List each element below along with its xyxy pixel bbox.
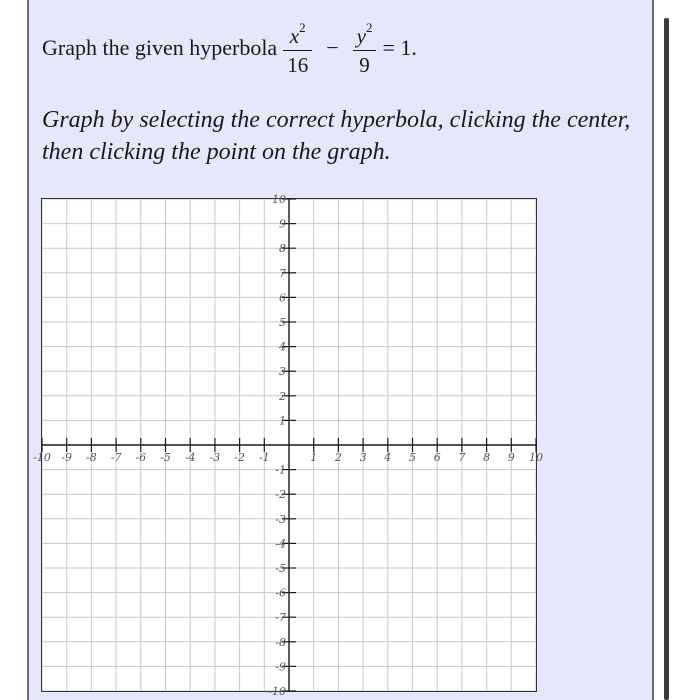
x-tick-label: 8 — [483, 451, 491, 464]
fraction-y-den: 9 — [359, 53, 370, 77]
x-tick-label: -1 — [258, 451, 270, 464]
prompt-text: Graph the given hyperbola — [42, 35, 278, 60]
x-tick-label: 10 — [529, 451, 543, 464]
fraction-y-var: y — [356, 24, 366, 48]
equation-rhs: = 1. — [382, 35, 417, 60]
question-prompt — [42, 18, 417, 78]
coordinate-grid[interactable] — [33, 193, 543, 698]
fraction-x — [283, 17, 312, 79]
x-tick-label: 4 — [384, 451, 392, 464]
y-tick-label: 7 — [279, 266, 286, 280]
minus-sign: − — [326, 35, 339, 60]
y-tick-label: 2 — [279, 389, 286, 403]
scrollbar[interactable] — [664, 18, 669, 700]
y-tick-label: 5 — [279, 316, 286, 329]
x-tick-label: -4 — [184, 451, 196, 464]
y-tick-label: -8 — [275, 635, 286, 649]
x-tick-label: 7 — [458, 451, 466, 464]
x-tick-label: 9 — [507, 451, 515, 464]
x-tick-label: 6 — [433, 451, 441, 464]
y-tick-label: -4 — [275, 537, 286, 551]
fraction-x-den: 16 — [287, 53, 309, 77]
x-tick-label: -2 — [234, 451, 245, 464]
fraction-x-var: x — [289, 24, 300, 48]
y-tick-label: 4 — [279, 340, 286, 354]
y-tick-label: -9 — [275, 660, 286, 674]
x-tick-label: -7 — [110, 451, 122, 464]
y-tick-label: -5 — [275, 562, 286, 575]
fraction-x-exp: 2 — [299, 20, 306, 35]
x-tick-label: 1 — [310, 451, 318, 464]
x-tick-label: 3 — [359, 451, 367, 464]
y-tick-label: 6 — [279, 291, 286, 305]
y-tick-label: 1 — [279, 414, 286, 428]
y-tick-label: -10 — [268, 685, 286, 698]
y-tick-label: -7 — [275, 611, 286, 625]
y-tick-label: -1 — [275, 463, 286, 477]
x-tick-label: -6 — [135, 451, 147, 464]
y-tick-label: -6 — [275, 586, 286, 600]
graph-area[interactable] — [33, 193, 543, 698]
x-tick-label: -3 — [209, 451, 221, 464]
x-tick-label: -8 — [86, 451, 97, 464]
fraction-y — [353, 17, 377, 79]
y-tick-label: -2 — [275, 488, 286, 502]
x-tick-label: -10 — [33, 451, 51, 464]
x-tick-label: -5 — [160, 451, 171, 464]
y-tick-label: 3 — [279, 365, 286, 379]
fraction-y-exp: 2 — [365, 20, 373, 35]
x-tick-label: -9 — [61, 451, 73, 464]
y-tick-label: 10 — [272, 193, 286, 206]
x-tick-label: 2 — [334, 451, 342, 464]
y-tick-label: 8 — [279, 242, 286, 256]
y-tick-label: 9 — [279, 217, 286, 231]
x-tick-label: 5 — [409, 451, 416, 464]
instruction-text: Graph by selecting the correct hyperbola, clicking the center, then clicking the point on the graph. — [42, 107, 631, 165]
y-tick-label: -3 — [275, 512, 286, 526]
